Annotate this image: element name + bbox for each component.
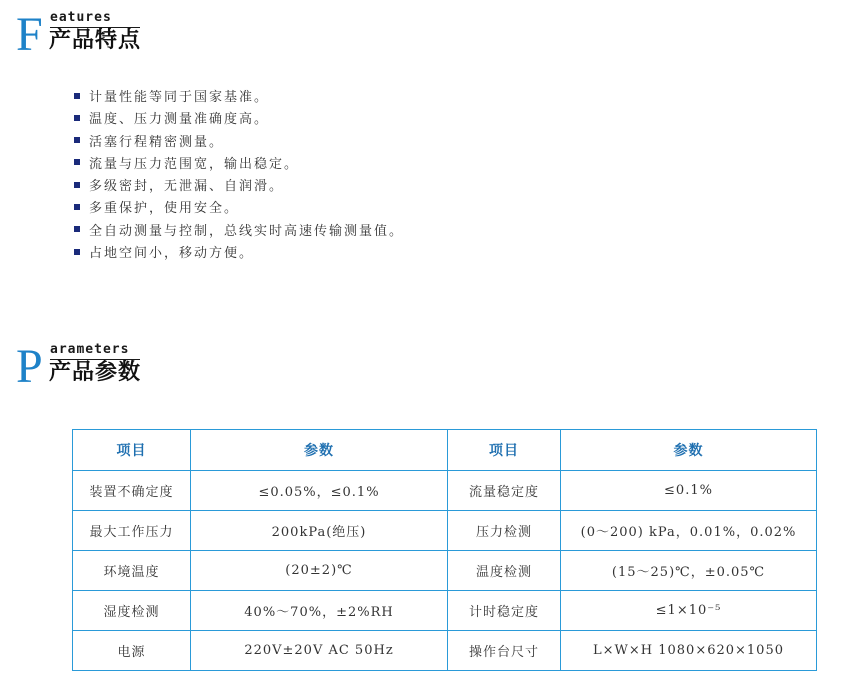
feature-text: 计量性能等同于国家基准。	[89, 90, 270, 105]
table-row	[73, 511, 817, 551]
table-header-row	[73, 430, 817, 471]
table-cell: (20±2)℃	[191, 551, 448, 591]
table-cell: ≤0.05%，≤0.1%	[191, 471, 448, 511]
feature-item	[74, 176, 404, 198]
feature-text: 占地空间小，移动方便。	[89, 246, 255, 262]
table-cell: 温度检测	[448, 551, 561, 591]
parameters-table	[72, 429, 817, 671]
features-heading	[16, 8, 316, 71]
table-cell: L×W×H 1080×620×1050	[561, 631, 817, 671]
feature-item	[74, 154, 404, 176]
column-header-item: 项目	[73, 430, 191, 471]
table-cell: 装置不确定度	[73, 471, 191, 511]
table-row	[73, 591, 817, 631]
table-cell: 环境温度	[73, 551, 191, 591]
table-cell: (0～200) kPa，0.01%，0.02%	[561, 511, 817, 551]
features-initial-letter: F	[16, 8, 43, 61]
parameters-heading	[16, 340, 316, 403]
table-cell: 电源	[73, 631, 191, 671]
feature-item	[74, 132, 404, 154]
table-cell: 200kPa(绝压)	[191, 511, 448, 551]
table-cell: 压力检测	[448, 511, 561, 551]
column-header-item: 项目	[448, 430, 561, 471]
feature-text: 多级密封，无泄漏、自润滑。	[89, 179, 285, 195]
feature-text: 活塞行程精密测量。	[89, 134, 225, 150]
features-list	[74, 87, 404, 265]
table-cell: 流量稳定度	[448, 471, 561, 511]
features-title: 产品特点	[49, 28, 142, 53]
column-header-value: 参数	[561, 430, 817, 471]
features-english-word: eatures	[50, 10, 112, 25]
feature-text: 流量与压力范围宽，输出稳定。	[89, 156, 300, 172]
square-bullet-icon	[74, 204, 80, 210]
table-cell: (15～25)℃，±0.05℃	[561, 551, 817, 591]
feature-item	[74, 87, 404, 109]
square-bullet-icon	[74, 159, 80, 165]
feature-item	[74, 198, 404, 220]
table-cell: 40%～70%，±2%RH	[191, 591, 448, 631]
feature-item	[74, 243, 404, 265]
square-bullet-icon	[74, 93, 80, 99]
square-bullet-icon	[74, 137, 80, 143]
feature-text: 全自动测量与控制，总线实时高速传输测量值。	[89, 223, 405, 239]
parameters-initial-letter: P	[16, 340, 43, 393]
table-cell: 最大工作压力	[73, 511, 191, 551]
square-bullet-icon	[74, 249, 80, 255]
feature-item	[74, 221, 404, 243]
square-bullet-icon	[74, 115, 80, 121]
feature-text: 多重保护，使用安全。	[89, 201, 240, 217]
table-row	[73, 551, 817, 591]
square-bullet-icon	[74, 182, 80, 188]
table-cell: ≤0.1%	[561, 471, 817, 511]
table-cell: 湿度检测	[73, 591, 191, 631]
table-cell: 操作台尺寸	[448, 631, 561, 671]
square-bullet-icon	[74, 226, 80, 232]
parameters-title: 产品参数	[49, 360, 142, 385]
table-cell: 计时稳定度	[448, 591, 561, 631]
table-row	[73, 471, 817, 511]
table-cell: 220V±20V AC 50Hz	[191, 631, 448, 671]
feature-text: 温度、压力测量准确度高。	[89, 112, 270, 128]
parameters-english-word: arameters	[50, 342, 130, 357]
column-header-value: 参数	[191, 430, 448, 471]
table-row	[73, 631, 817, 671]
feature-item	[74, 109, 404, 131]
table-cell: ≤1×10⁻⁵	[561, 591, 817, 631]
